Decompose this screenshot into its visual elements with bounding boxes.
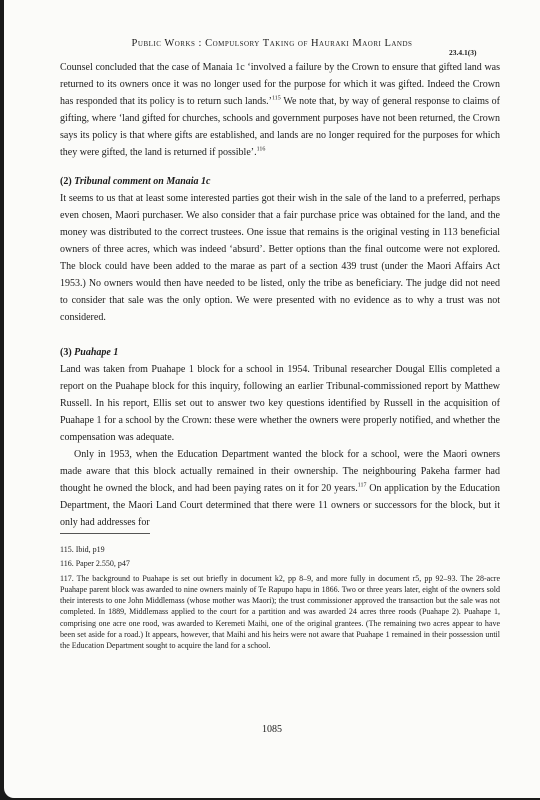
footnote: 115. Ibid, p19 <box>60 545 105 554</box>
body-text <box>60 59 500 531</box>
section-title: Tribunal comment on Manaia 1c <box>74 176 211 187</box>
paragraph <box>60 59 500 161</box>
paragraph-text: Only in 1953, when the Education Department wanted the block for a school, were the Maori owners made aware that this block actually remained in their ownership. The neighbouring Pakeha farmer had thought he owned the block, and had been paying rates on it for 20 years. <box>60 449 500 494</box>
page-number: 1085 <box>262 724 282 735</box>
footnote-divider <box>60 533 150 534</box>
paragraph: Land was taken from Puahape 1 block for a school in 1954. Tribunal researcher Dougal Ellis completed a report on the Puahape block for this inquiry, following an earlier Tribunal-commissioned report by Matthew Russell. In his report, Ellis set out to answer two key questions identified by Russell in the acquisition of Puahape 1 for a school by the Crown: these were whether the owners were properly notified, and whether the compensation was adequate. <box>60 364 500 443</box>
footnote: 116. Paper 2.550, p47 <box>60 559 130 569</box>
footnote-ref: 117 <box>357 482 367 489</box>
section-heading <box>60 173 500 190</box>
paragraph-text: Counsel concluded that the case of Manaia 1c ‘involved a failure by the Crown to ensure that gifted land was returned to its owners once it was no longer used for the purpose for which it was gifted. Indeed the Crown has responded that its policy is to return such lands.’ <box>60 62 500 107</box>
document-page <box>4 0 540 798</box>
section-reference: 23.4.1(3) <box>449 48 477 57</box>
section-number: (2) <box>60 176 75 187</box>
footnote-ref: 116 <box>256 146 266 153</box>
paragraph-text: On application by the Education Department, the Maori Land Court determined that there were 11 owners or successors for the block, but it only had addresses for <box>60 483 500 528</box>
section-number: (3) <box>60 347 75 358</box>
footnotes <box>60 544 500 652</box>
paragraph-text: We note that, by way of general response to claims of gifting, where ‘land gifted for churches, schools and government purposes have not been returned, the Crown says its policy is that where gifts are established, and lands are no longer required for the purposes for which they were gifted, the land is returned if possible’. <box>60 96 500 158</box>
paragraph <box>60 446 500 531</box>
paragraph: It seems to us that at least some interested parties got their wish in the sale of the land to a preferred, perhaps even chosen, Maori purchaser. We also consider that a fair purchase price was obtained for the land, and the money was distributed to the correct trustees. One issue that remains is the original vesting in 113 beneficial owners of three acres, which was indeed ‘absurd’. Better options than the final outcome were not explored. The block could have been added to the marae as part of a section 439 trust (under the Maori Affairs Act 1953.) No owners would then have needed to be listed, only the tribe as beneficiary. The judge did not need to consider that sale was the only option. We were presented with no evidence as to why a trust was not considered. <box>60 193 500 323</box>
running-head: Public Works : Compulsory Taking of Hauraki Maori Lands <box>131 38 413 49</box>
section-title: Puahape 1 <box>74 347 119 358</box>
footnote: 117. The background to Puahape is set out briefly in document k2, pp 8–9, and more fully in document r5, pp 92–93. The 28-acre Puahape parent block was awarded to nine owners mainly of Te Rapupo hapu in 1866. Two or three years later, eight of the owners sold their interests to one John Middlemass (whose mother was Maori); the trust commissioner approved the transaction but the sale was not completed. In 1889, Middlemass applied to the court for a partition and was awarded 24 acres three roods (Puahape 2). Puahape 1, comprising one acre one rood, was awarded to Keremeti Maihi, one of the original grantees. (The remaining two acres appear to have been set aside for a road.) It appears, however, that Maihi and his heirs were not aware that Puahape 1 remained in their possession until the Education Department sought to acquire the land for a school. <box>60 573 500 651</box>
footnote-ref: 115 <box>272 95 281 102</box>
section-heading <box>60 344 500 361</box>
